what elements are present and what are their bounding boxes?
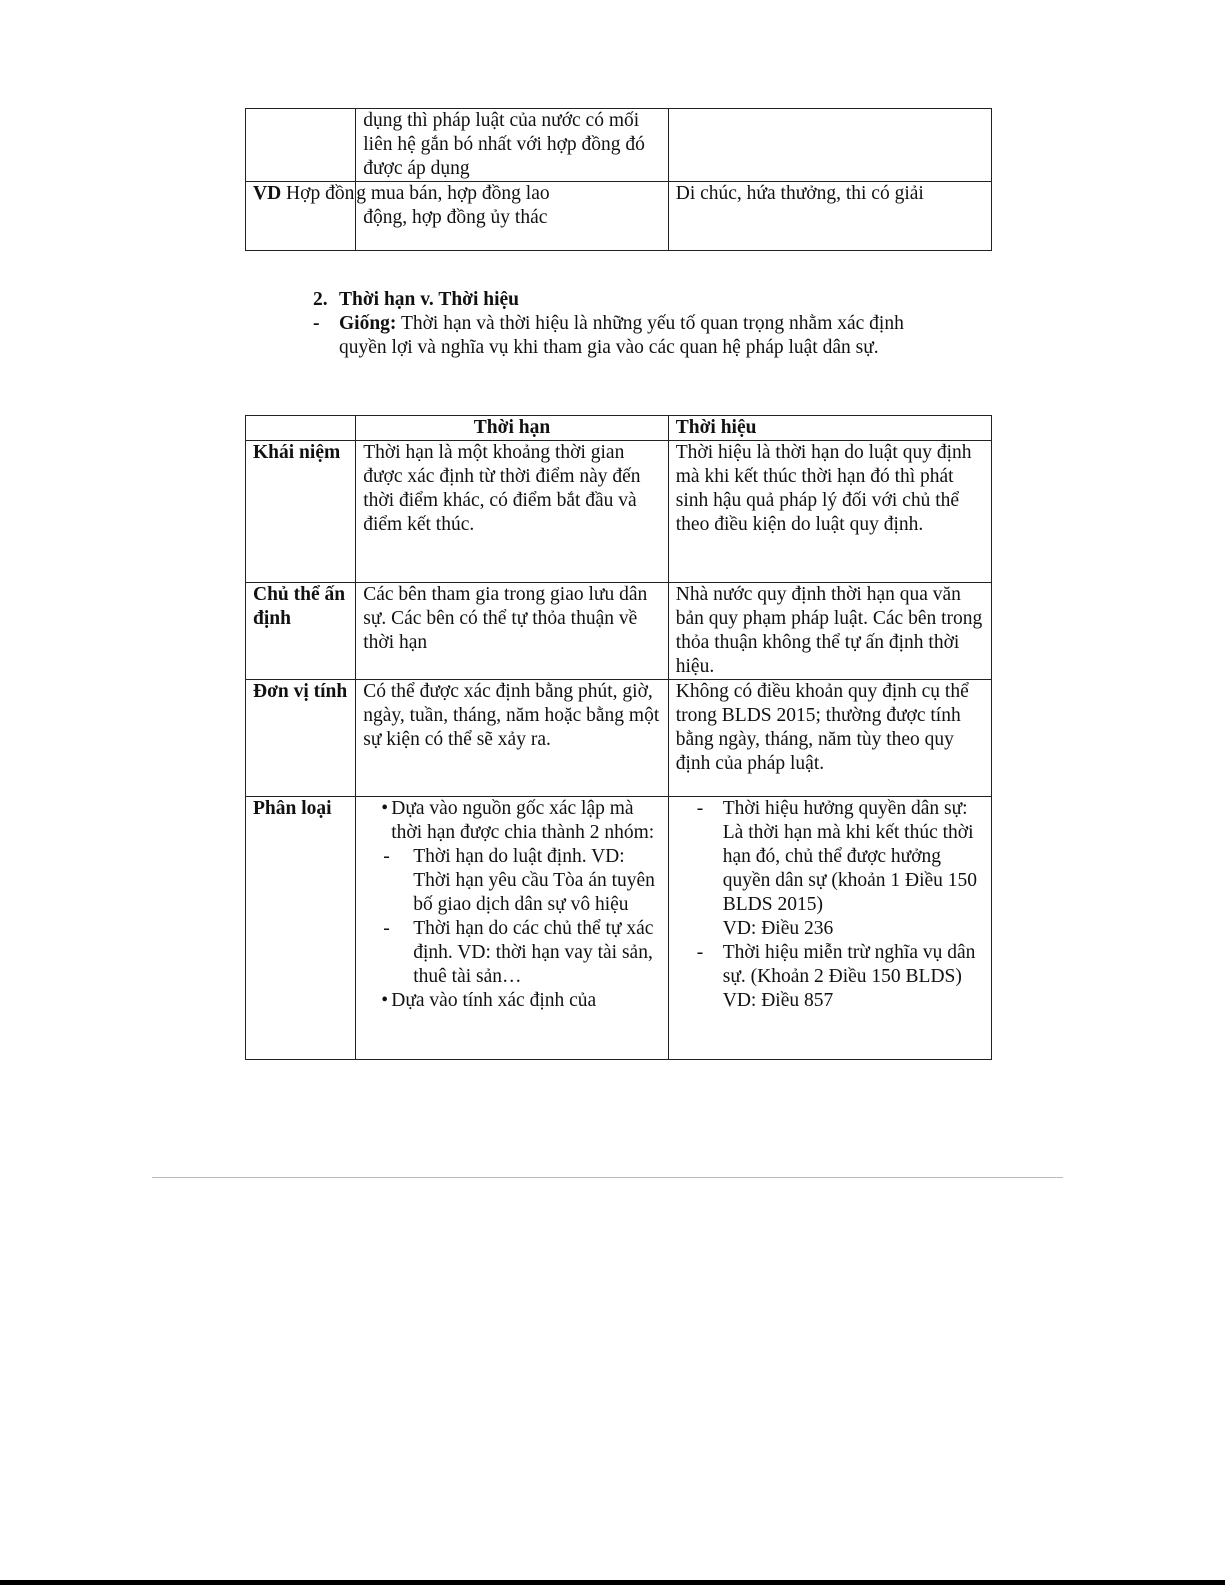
bullet-mark: • bbox=[381, 990, 389, 1011]
header-cell-empty bbox=[246, 416, 356, 441]
table-row-chu-the bbox=[246, 583, 992, 680]
row-label-phan-loai: Phân loại bbox=[246, 797, 356, 1060]
table-row-don-vi bbox=[246, 680, 992, 797]
table-cell bbox=[246, 109, 356, 182]
list-item-dash: - Thời hiệu miễn trừ nghĩa vụ dân sự. (Khoản 2 Điều 150 BLDS) VD: Điều 857 bbox=[697, 941, 987, 1013]
dash-mark: - bbox=[696, 798, 704, 819]
list-item-dash: - Thời hiệu hưởng quyền dân sự: Là thời hạn mà khi kết thúc thời hạn đó, chủ thể được hưởng quyền dân sự (khoản 1 Điều 150 BLDS 2015) VD: Điều 236 bbox=[697, 797, 987, 941]
list-item-dash: - Thời hạn do luật định. VD: Thời hạn yêu cầu Tòa án tuyên bố giao dịch dân sự vô hiệu bbox=[383, 846, 655, 915]
cell-don-vi-thoi-han: Có thể được xác định bằng phút, giờ, ngày, tuần, tháng, năm hoặc bằng một sự kiện có thể sẽ xảy ra. bbox=[356, 680, 669, 797]
table-row-example bbox=[246, 182, 992, 251]
cell-don-vi-thoi-hieu: Không có điều khoản quy định cụ thể trong BLDS 2015; thường được tính bằng ngày, tháng, năm tùy theo quy định của pháp luật. bbox=[668, 680, 991, 797]
example-contract-cell bbox=[356, 182, 669, 251]
example-label: VD Hợp đồn bbox=[253, 183, 355, 204]
header-thoi-hieu: Thời hiệu bbox=[668, 416, 991, 441]
page-bottom-edge bbox=[0, 1580, 1225, 1585]
bullet-mark: • bbox=[381, 798, 389, 819]
similarity-paragraph bbox=[313, 312, 953, 360]
table-row bbox=[246, 109, 992, 182]
example-ref: VD: Điều 857 bbox=[722, 990, 834, 1011]
section-2 bbox=[313, 288, 953, 360]
example-label-cell bbox=[246, 182, 356, 251]
cell-khai-niem-thoi-hieu: Thời hiệu là thời hạn do luật quy định mà khi kết thúc thời hạn đó thì phát sinh hậu quả pháp lý đối với chủ thể theo điều kiện do luật quy định. bbox=[668, 441, 991, 583]
table-row-khai-niem bbox=[246, 441, 992, 583]
similarity-label: Giống: bbox=[339, 313, 397, 334]
list-item-bullet: • Dựa vào tính xác định của bbox=[381, 990, 597, 1011]
section-title: Thời hạn v. Thời hiệu bbox=[339, 289, 520, 310]
header-thoi-han: Thời hạn bbox=[356, 416, 669, 441]
cell-phan-loai-thoi-hieu bbox=[668, 797, 991, 1060]
list-item-dash: - Thời hạn do các chủ thể tự xác định. VD: thời hạn vay tài sản, thuê tài sản… bbox=[383, 918, 654, 987]
similarity-text: Thời hạn và thời hiệu là những yếu tố quan trọng nhằm xác định quyền lợi và nghĩa vụ khi tham gia vào các quan hệ pháp luật dân sự. bbox=[339, 313, 904, 358]
section-number: 2. bbox=[313, 289, 328, 310]
row-label-don-vi: Đơn vị tính bbox=[246, 680, 356, 797]
row-label-khai-niem: Khái niệm bbox=[246, 441, 356, 583]
contract-comparison-table-continued bbox=[245, 108, 992, 251]
dash-mark: - bbox=[383, 918, 390, 939]
cell-chu-the-thoi-han: Các bên tham gia trong giao lưu dân sự. Các bên có thể tự thỏa thuận về thời hạn bbox=[356, 583, 669, 680]
cell-phan-loai-thoi-han bbox=[356, 797, 669, 1060]
table-cell bbox=[668, 109, 991, 182]
example-ref: VD: Điều 236 bbox=[722, 918, 834, 939]
table-cell-applicable-law: dụng thì pháp luật của nước có mối liên hệ gắn bó nhất với hợp đồng đó được áp dụng bbox=[356, 109, 669, 182]
example-contract-line2: động, hợp đồng ủy thác bbox=[363, 207, 548, 228]
table-header-row bbox=[246, 416, 992, 441]
section-heading bbox=[313, 288, 953, 312]
example-unilateral-cell: Di chúc, hứa thưởng, thi có giải bbox=[668, 182, 991, 251]
example-contract-line1: g mua bán, hợp đồng lao bbox=[356, 183, 550, 204]
thoi-han-vs-thoi-hieu-table bbox=[245, 415, 992, 1060]
cell-chu-the-thoi-hieu: Nhà nước quy định thời hạn qua văn bản quy phạm pháp luật. Các bên trong thỏa thuận không thể tự ấn định thời hiệu. bbox=[668, 583, 991, 680]
cell-khai-niem-thoi-han: Thời hạn là một khoảng thời gian được xác định từ thời điểm này đến thời điểm khác, có điểm bắt đầu và điểm kết thúc. bbox=[356, 441, 669, 583]
dash-mark: - bbox=[383, 846, 390, 867]
table-row-phan-loai bbox=[246, 797, 992, 1060]
page-separator bbox=[152, 1177, 1063, 1178]
dash-mark: - bbox=[696, 942, 704, 963]
row-label-chu-the: Chủ thể ấn định bbox=[246, 583, 356, 680]
dash-bullet: - bbox=[313, 313, 320, 334]
list-item-bullet: • Dựa vào nguồn gốc xác lập mà thời hạn được chia thành 2 nhóm: bbox=[381, 798, 655, 843]
